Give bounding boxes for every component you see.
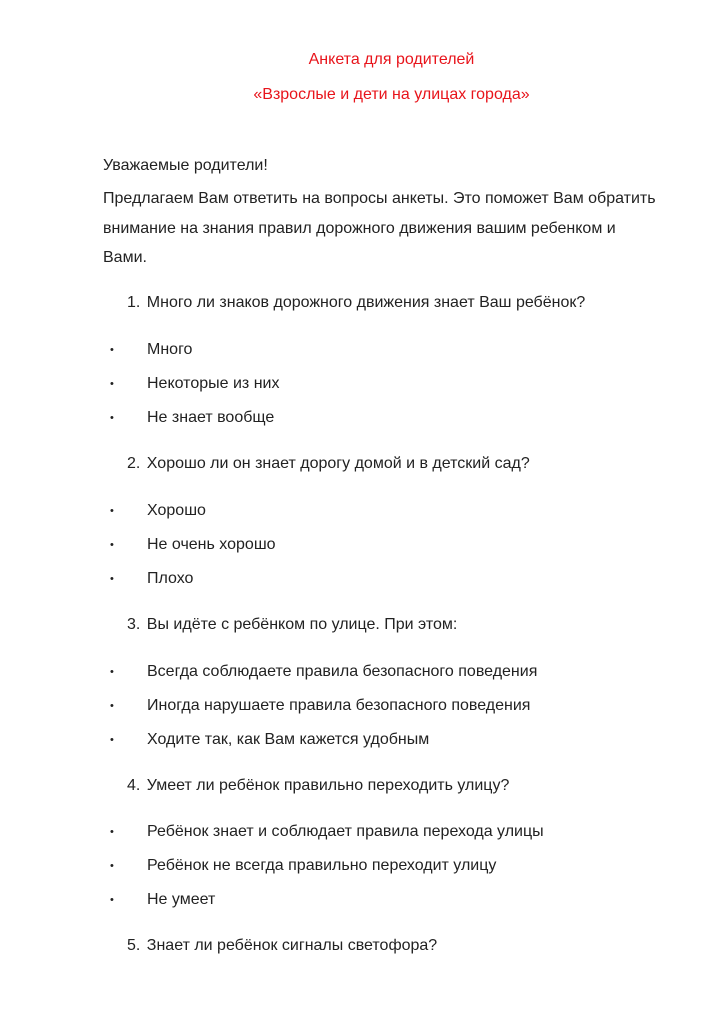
bullet-icon: •: [110, 894, 114, 906]
question-text: Вы идёте с ребёнком по улице. При этом:: [146, 616, 458, 633]
option-text: Плохо: [147, 570, 194, 587]
bullet-icon: •: [110, 378, 114, 390]
question-number: 4.: [127, 777, 141, 794]
option-text: Много: [147, 341, 193, 358]
option-text: Ходите так, как Вам кажется удобным: [147, 731, 430, 748]
question-text: Много ли знаков дорожного движения знает Ваш ребёнок?: [146, 294, 586, 311]
question-3: [127, 615, 457, 635]
option-text: Не знает вообще: [147, 409, 275, 426]
bullet-icon: •: [110, 666, 114, 678]
intro-paragraph: Предлагаем Вам ответить на вопросы анкеты. Это поможет Вам обратить внимание на знания правил дорожного движения вашим ребенком и Вами.: [103, 190, 656, 266]
bullet-icon: •: [110, 826, 114, 838]
question-2: [127, 454, 530, 474]
answer-option: [0, 535, 725, 555]
bullet-icon: •: [110, 539, 114, 551]
bullet-icon: •: [110, 860, 114, 872]
answer-option: [0, 340, 725, 360]
option-text: Иногда нарушаете правила безопасного поведения: [147, 697, 531, 714]
option-text: Всегда соблюдаете правила безопасного поведения: [147, 663, 538, 680]
answer-option: [0, 822, 725, 842]
bullet-icon: •: [110, 344, 114, 356]
greeting: Уважаемые родители!: [103, 157, 268, 174]
answer-option: [0, 408, 725, 428]
title-line-2: «Взрослые и дети на улицах города»: [253, 86, 530, 103]
question-number: 1.: [127, 294, 141, 311]
bullet-icon: •: [110, 573, 114, 585]
answer-option: [0, 856, 725, 876]
bullet-icon: •: [110, 505, 114, 517]
question-1: [127, 293, 585, 313]
question-text: Умеет ли ребёнок правильно переходить улицу?: [146, 777, 510, 794]
option-text: Ребёнок знает и соблюдает правила перехода улицы: [147, 823, 544, 840]
answer-option: [0, 569, 725, 589]
answer-option: [0, 890, 725, 910]
title-line-1: Анкета для родителей: [308, 51, 475, 68]
question-number: 2.: [127, 455, 141, 472]
option-text: Ребёнок не всегда правильно переходит улицу: [147, 857, 497, 874]
bullet-icon: •: [110, 700, 114, 712]
question-number: 3.: [127, 616, 141, 633]
option-text: Хорошо: [147, 502, 206, 519]
answer-option: [0, 662, 725, 682]
question-text: Хорошо ли он знает дорогу домой и в детский сад?: [146, 455, 530, 472]
answer-option: [0, 730, 725, 750]
bullet-icon: •: [110, 734, 114, 746]
option-text: Некоторые из них: [147, 375, 280, 392]
question-number: 5.: [127, 937, 141, 954]
answer-option: [0, 374, 725, 394]
answer-option: [0, 696, 725, 716]
answer-option: [0, 501, 725, 521]
question-text: Знает ли ребёнок сигналы светофора?: [146, 937, 438, 954]
bullet-icon: •: [110, 412, 114, 424]
question-4: [127, 776, 509, 796]
question-5: [127, 936, 437, 956]
option-text: Не умеет: [147, 891, 216, 908]
option-text: Не очень хорошо: [147, 536, 276, 553]
